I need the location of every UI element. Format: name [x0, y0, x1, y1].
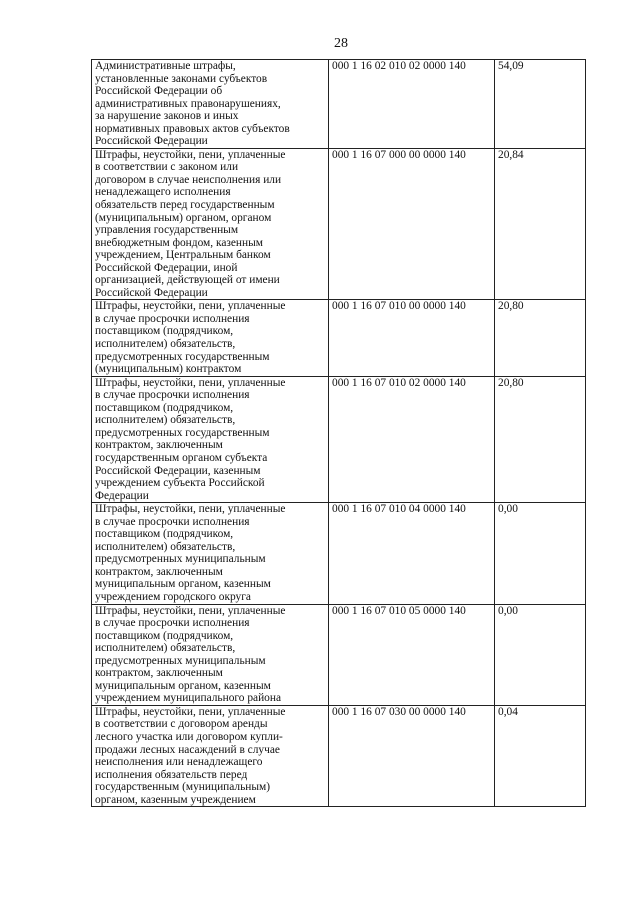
amount-value: 54,09: [495, 60, 586, 149]
description-line: Штрафы, неустойки, пени, уплаченные: [95, 376, 286, 389]
description-line: в соответствии с законом или: [95, 161, 239, 174]
description-line: контрактом, заключенным: [95, 439, 223, 452]
income-description: [92, 148, 329, 300]
description-line: учреждением субъекта Российской: [95, 477, 265, 490]
description-line: учреждением муниципального района: [95, 692, 282, 705]
description-line: Российской Федерации: [95, 286, 208, 299]
description-line: исполнителем) обязательств,: [95, 642, 236, 655]
description-line: внебюджетным фондом, казенным: [95, 236, 263, 249]
income-description: [92, 705, 329, 806]
description-line: договором в случае неисполнения или: [95, 173, 282, 186]
description-line: Штрафы, неустойки, пени, уплаченные: [95, 503, 286, 516]
description-line: Штрафы, неустойки, пени, уплаченные: [95, 148, 286, 161]
amount-value: 20,80: [495, 300, 586, 376]
income-description: [92, 503, 329, 604]
description-line: Российской Федерации, иной: [95, 261, 238, 274]
budget-classification-code: 000 1 16 07 030 00 0000 140: [329, 705, 495, 806]
income-description: [92, 300, 329, 376]
description-line: Российской Федерации: [95, 135, 208, 148]
description-line: государственным органом субъекта: [95, 451, 268, 464]
budget-classification-code: 000 1 16 07 010 00 0000 140: [329, 300, 495, 376]
description-line: поставщиком (подрядчиком,: [95, 325, 234, 338]
description-line: поставщиком (подрядчиком,: [95, 401, 234, 414]
description-line: предусмотренных государственным: [95, 426, 270, 439]
description-line: учреждением, Центральным банком: [95, 249, 271, 262]
description-line: (муниципальным) контрактом: [95, 363, 242, 376]
description-line: ненадлежащего исполнения: [95, 186, 231, 199]
description-line: Российской Федерации, казенным: [95, 464, 261, 477]
description-line: в случае просрочки исполнения: [95, 389, 250, 402]
table-row: [92, 503, 586, 604]
description-line: исполнителем) обязательств,: [95, 540, 236, 553]
table-body: [92, 60, 586, 807]
budget-classification-code: 000 1 16 07 010 04 0000 140: [329, 503, 495, 604]
description-line: продажи лесных насаждений в случае: [95, 743, 280, 756]
table-row: [92, 148, 586, 300]
description-line: исполнителем) обязательств,: [95, 414, 236, 427]
description-line: Штрафы, неустойки, пени, уплаченные: [95, 300, 286, 313]
description-line: в случае просрочки исполнения: [95, 312, 250, 325]
table-row: [92, 300, 586, 376]
description-line: в соответствии с договором аренды: [95, 718, 268, 731]
description-line: муниципальным органом, казенным: [95, 578, 271, 591]
description-line: Федерации: [95, 489, 149, 502]
description-line: установленные законами субъектов: [95, 72, 268, 85]
page-number: 28: [334, 36, 348, 51]
description-line: лесного участка или договором купли-: [95, 730, 283, 743]
description-line: предусмотренных муниципальным: [95, 654, 266, 667]
income-description: [92, 60, 329, 149]
description-line: учреждением городского округа: [95, 590, 251, 603]
budget-classification-code: 000 1 16 07 010 05 0000 140: [329, 604, 495, 705]
table-row: [92, 705, 586, 806]
description-line: поставщиком (подрядчиком,: [95, 528, 234, 541]
description-line: органом, казенным учреждением: [95, 793, 256, 806]
description-line: управления государственным: [95, 224, 239, 237]
description-line: Российской Федерации об: [95, 85, 223, 98]
description-line: контрактом, заключенным: [95, 667, 223, 680]
budget-classification-code: 000 1 16 07 010 02 0000 140: [329, 376, 495, 502]
amount-value: 0,04: [495, 705, 586, 806]
description-line: за нарушение законов и иных: [95, 110, 239, 123]
description-line: обязательств перед государственным: [95, 199, 275, 212]
description-line: организацией, действующей от имени: [95, 274, 280, 287]
table-row: [92, 60, 586, 149]
description-line: предусмотренных государственным: [95, 350, 270, 363]
description-line: муниципальным органом, казенным: [95, 679, 271, 692]
amount-value: 0,00: [495, 503, 586, 604]
income-description: [92, 376, 329, 502]
description-line: поставщиком (подрядчиком,: [95, 629, 234, 642]
description-line: Штрафы, неустойки, пени, уплаченные: [95, 604, 286, 617]
table-row: [92, 376, 586, 502]
description-line: Штрафы, неустойки, пени, уплаченные: [95, 705, 286, 718]
description-line: неисполнения или ненадлежащего: [95, 756, 263, 769]
budget-classification-code: 000 1 16 07 000 00 0000 140: [329, 148, 495, 300]
description-line: (муниципальным) органом, органом: [95, 211, 272, 224]
description-line: Административные штрафы,: [95, 60, 236, 72]
description-line: исполнителем) обязательств,: [95, 338, 236, 351]
amount-value: 20,80: [495, 376, 586, 502]
budget-classification-code: 000 1 16 02 010 02 0000 140: [329, 60, 495, 149]
description-line: в случае просрочки исполнения: [95, 515, 250, 528]
description-line: административных правонарушениях,: [95, 97, 281, 110]
revenue-table: [91, 59, 586, 807]
description-line: исполнения обязательств перед: [95, 768, 248, 781]
amount-value: 20,84: [495, 148, 586, 300]
description-line: контрактом, заключенным: [95, 565, 223, 578]
income-description: [92, 604, 329, 705]
description-line: предусмотренных муниципальным: [95, 553, 266, 566]
amount-value: 0,00: [495, 604, 586, 705]
table-row: [92, 604, 586, 705]
description-line: нормативных правовых актов субъектов: [95, 122, 290, 135]
description-line: в случае просрочки исполнения: [95, 617, 250, 630]
description-line: государственным (муниципальным): [95, 781, 271, 794]
